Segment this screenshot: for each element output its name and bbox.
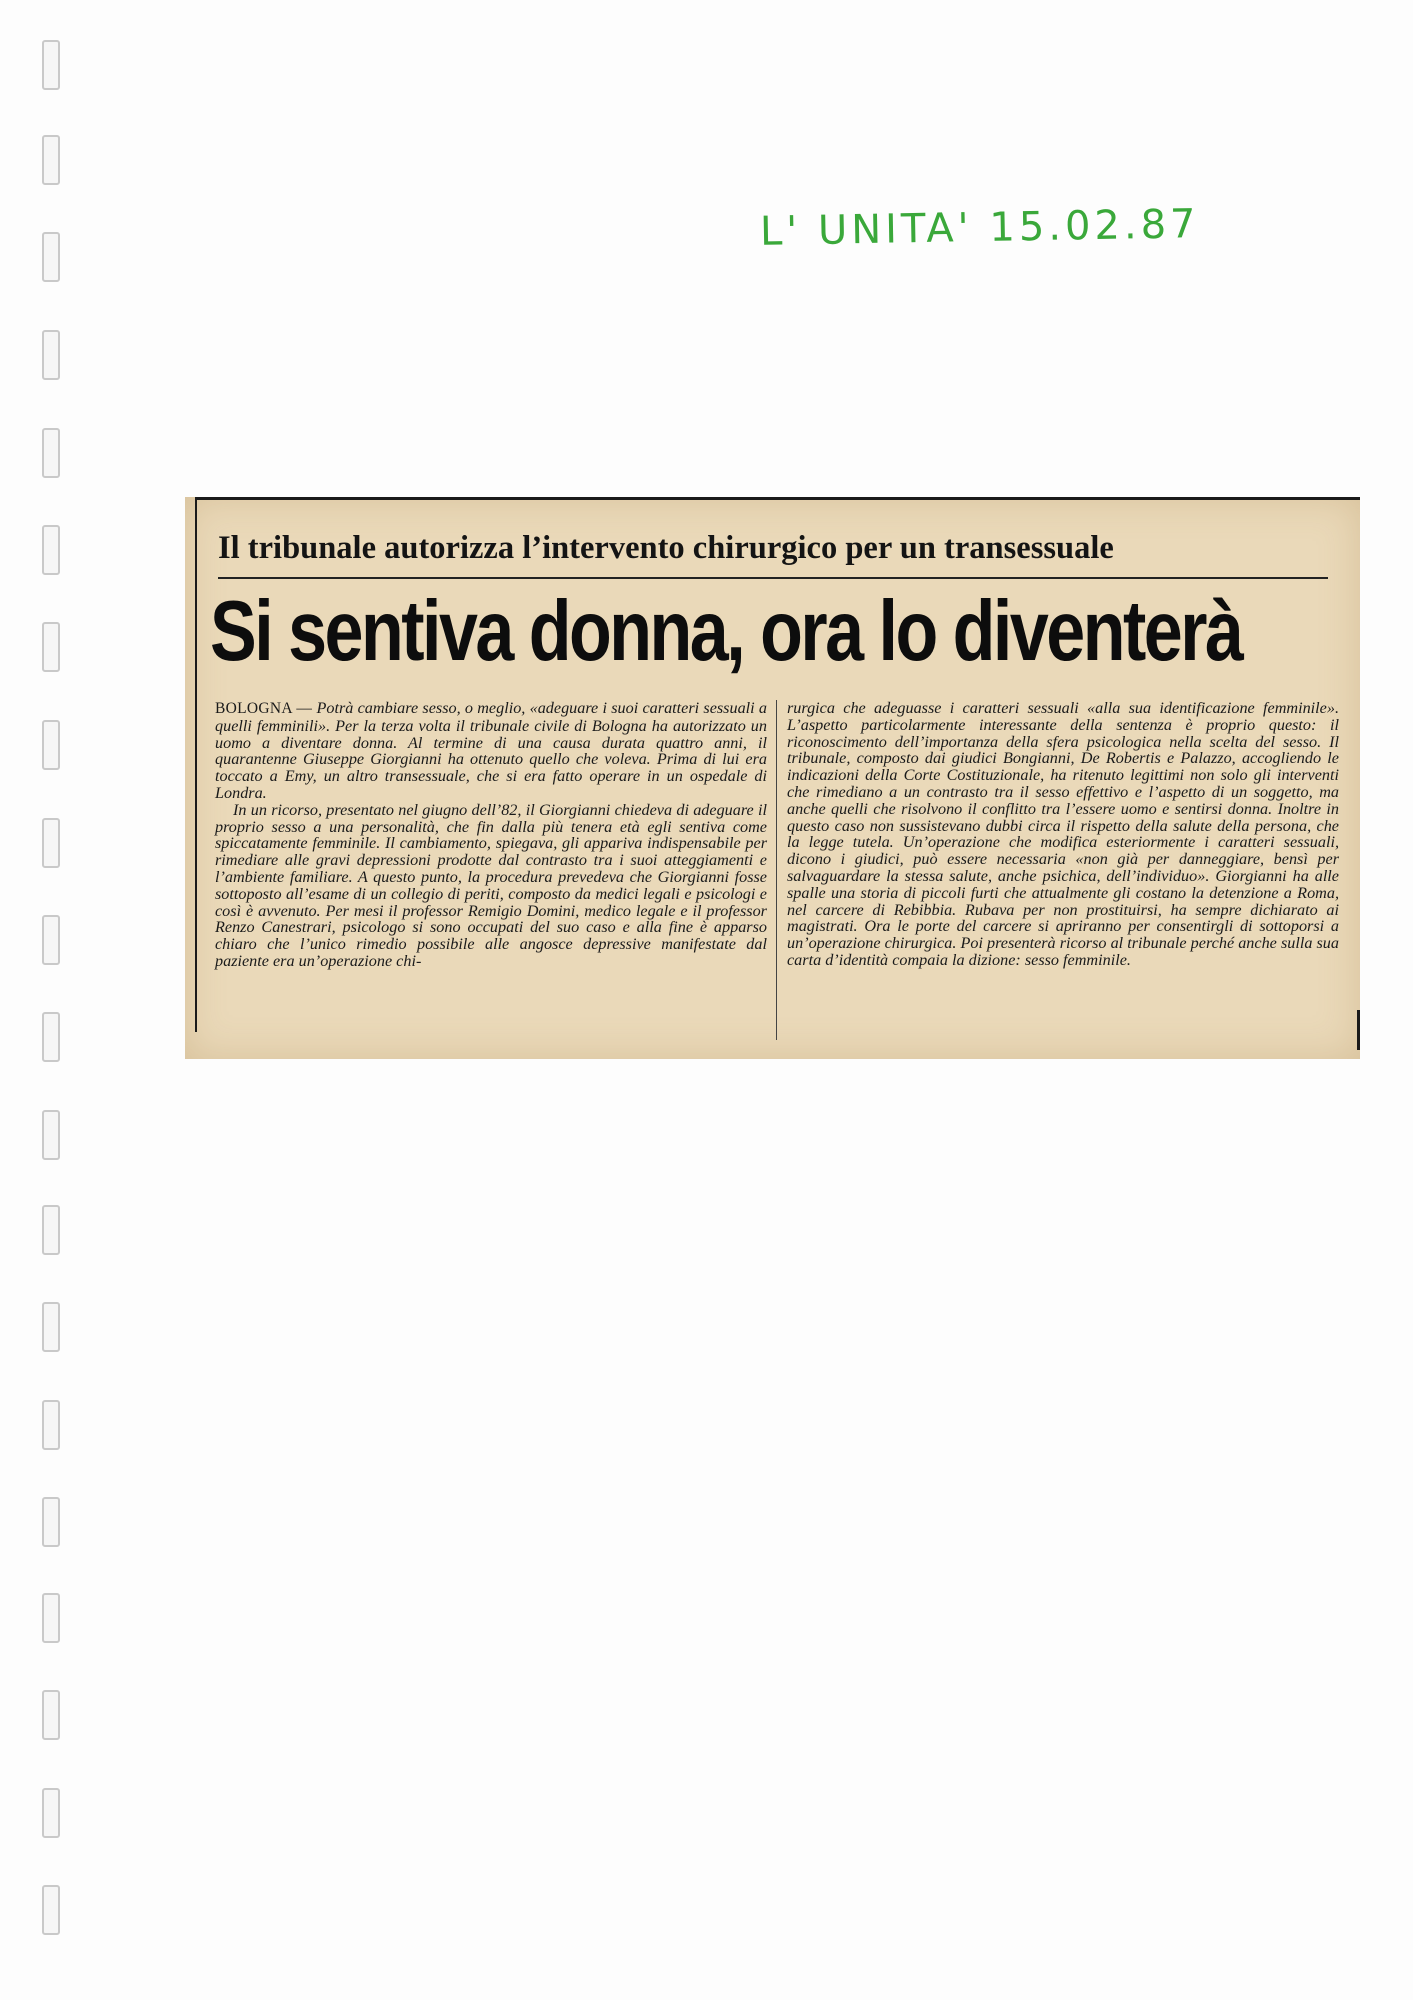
punch-hole [42,428,60,478]
kicker-rule [218,577,1328,579]
article-headline: Si sentiva donna, ora lo diventerà [210,583,1242,679]
article-paragraph [787,700,1339,969]
article-paragraph [215,700,767,802]
left-rule [195,497,197,1032]
punch-hole [42,135,60,185]
binder-holes [42,0,72,2000]
punch-hole [42,1885,60,1935]
newspaper-clipping [185,497,1360,1059]
article-body [215,699,1339,1045]
article-column-right [787,700,1339,969]
punch-hole [42,1205,60,1255]
punch-hole [42,1690,60,1740]
article-column-left [215,700,767,970]
punch-hole [42,232,60,282]
punch-hole [42,1302,60,1352]
punch-hole [42,622,60,672]
punch-hole [42,525,60,575]
punch-hole [42,818,60,868]
punch-hole [42,1012,60,1062]
punch-hole [42,720,60,770]
handwritten-source-note: L' UNITA' 15.02.87 [759,201,1200,255]
top-rule [195,497,1360,500]
article-paragraph [215,802,767,970]
punch-hole [42,1400,60,1450]
punch-hole [42,330,60,380]
paragraph-text: In un ricorso, presentato nel giugno dell’82, il Giorgianni chiedeva di adeguare il proprio sesso a una personalità, che fin dalla più tenera età egli sentiva come spiccatamente femminile. Il cambiamento, spiegava, gli appariva indispensabile per rimediare alle gravi depressioni prodotte dal contrasto tra i suoi atteggiamenti e l’ambiente familiare. A questo punto, la procedura prevedeva che Giorgianni fosse sottoposto all’esame di un collegio di periti, composto da medici legali e psicologi e così è avvenuto. Per mesi il professor Remigio Domini, medico legale e il professor Renzo Canestrari, psicologo si sono occupati del suo caso e alla fine è apparso chiaro che l’unico rimedio possibile alle angosce depressive manifestate dal paziente era un’operazione chi- [215,800,767,970]
punch-hole [42,1788,60,1838]
punch-hole [42,1497,60,1547]
punch-hole [42,915,60,965]
article-kicker: Il tribunale autorizza l’intervento chirurgico per un transessuale [218,530,1114,566]
punch-hole [42,1593,60,1643]
dateline: BOLOGNA — [215,700,313,717]
paragraph-text: Potrà cambiare sesso, o meglio, «adeguare i suoi caratteri sessuali a quelli femminili». Per la terza volta il tribunale civile di Bologna ha autorizzato un uomo a diventare donna. Al termine di una causa durata quattro anni, il quarantenne Giuseppe Giorgianni ha ottenuto quello che voleva. Prima di lui era toccato a Emy, un altro transessuale, che si era fatto operare in un ospedale di Londra. [215,699,768,802]
punch-hole [42,40,60,90]
punch-hole [42,1110,60,1160]
right-rule [1357,1010,1360,1050]
column-divider [776,700,777,1040]
paragraph-text: rurgica che adeguasse i caratteri sessuali «alla sua identificazione femminile». L’aspetto particolarmente interessante della sentenza è proprio questo: il riconoscimento dell’importanza della sfera psicologica nella scelta del sesso. Il tribunale, composto dai giudici Bongianni, De Robertis e Palazzo, accogliendo le indicazioni della Corte Costituzionale, ha ritenuto legittimi non solo gli interventi che rimediano a un contrasto tra il sesso effettivo e l’aspetto di un soggetto, ma anche quelli che risolvono il conflitto tra l’essere uomo e sentirsi donna. Inoltre in questo caso non sussistevano dubbi circa il rispetto della salute della persona, che la legge tutela. Un’operazione che modifica esteriormente i caratteri sessuali, dicono i giudici, può essere necessaria «non già per danneggiare, bensì per salvaguardare la stessa salute, anche psichica, dell’individuo». Giorgianni ha alle spalle una storia di piccoli furti che attualmente gli costano la detenzione a Roma, nel carcere di Rebibbia. Rubava per non prostituirsi, ha sempre dichiarato ai magistrati. Ora le porte del carcere si apriranno per consentirgli di sottoporsi a un’operazione chirurgica. Poi presenterà ricorso al tribunale perché anche sulla sua carta d’identità compaia la dizione: sesso femminile. [787,699,1339,969]
